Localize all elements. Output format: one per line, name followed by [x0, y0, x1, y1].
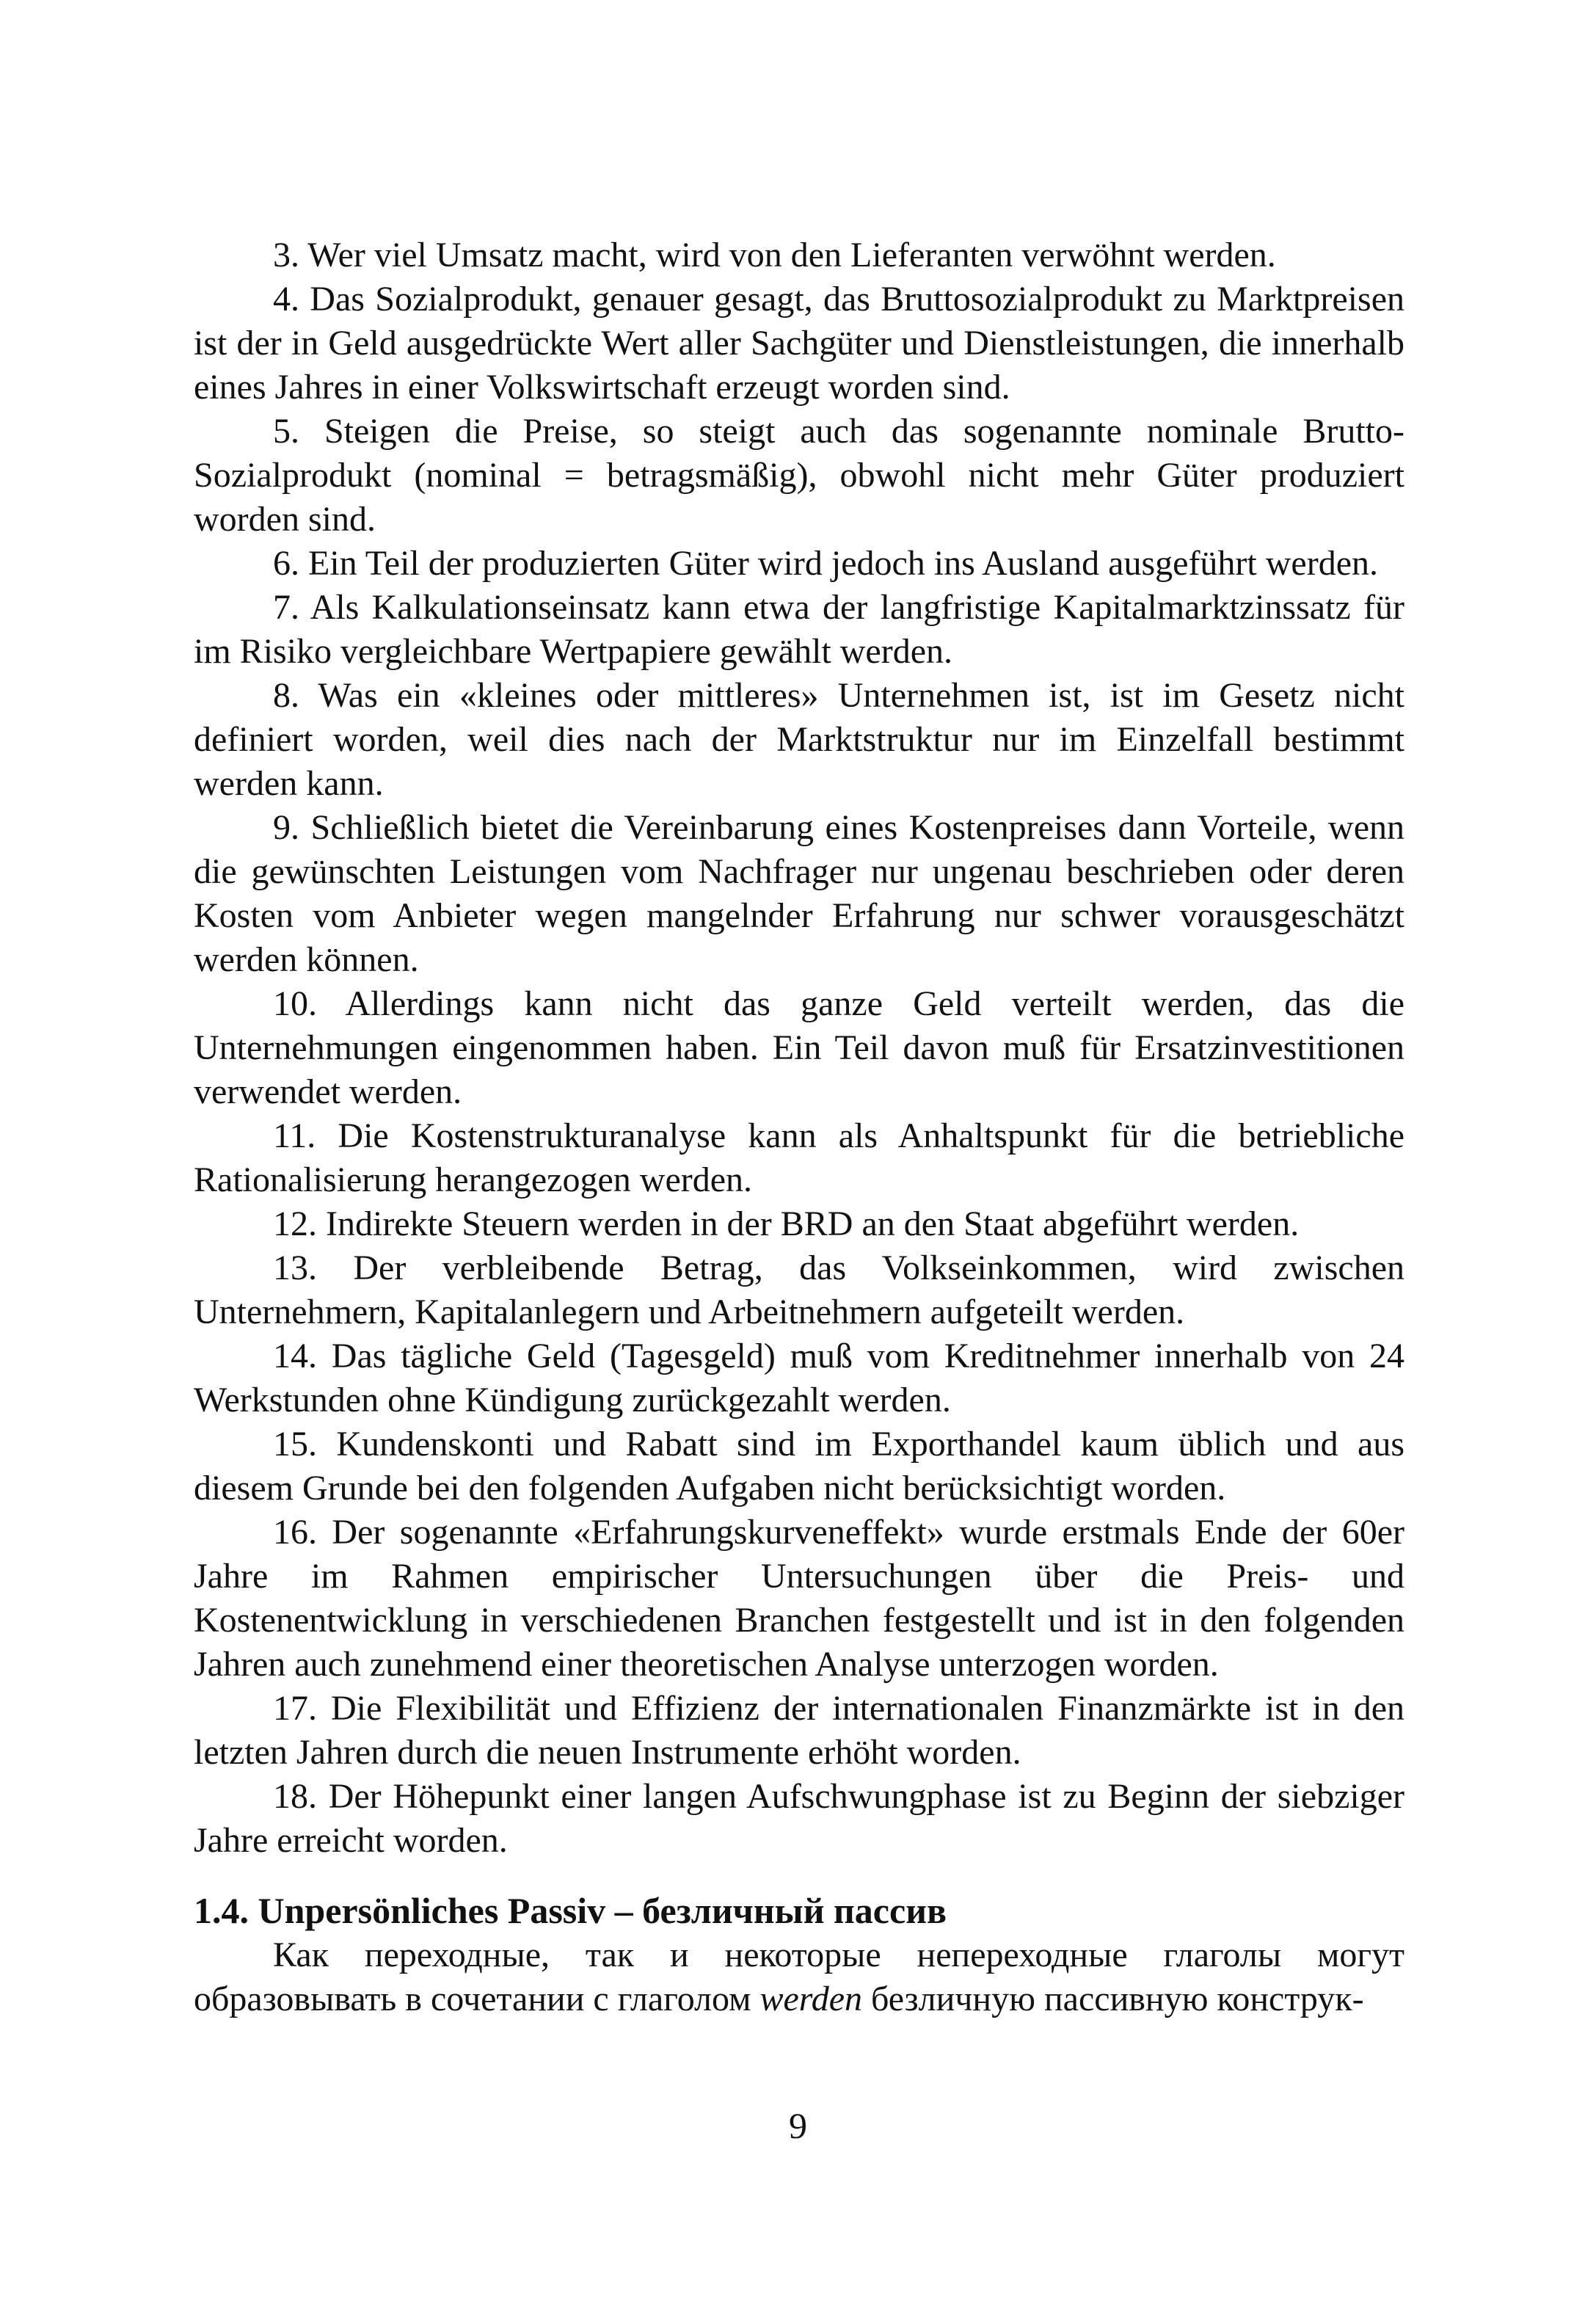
exercise-sentence: 8. Was ein «kleines oder mittleres» Unternehmen ist, ist im Gesetz nicht definiert worden, weil dies nach der Marktstruktur nur im Einzelfall bestimmt werden kann. — [194, 676, 1404, 803]
section-intro-paragraph — [194, 1933, 1404, 2021]
exercise-sentence: 5. Steigen die Preise, so steigt auch das sogenannte nominale Brutto-Sozialprodukt (nominal = betragsmäßig), obwohl nicht mehr Güter produziert worden sind. — [194, 412, 1404, 539]
exercise-sentence: 18. Der Höhepunkt einer langen Aufschwungphase ist zu Beginn der siebziger Jahre erreicht worden. — [194, 1777, 1404, 1860]
exercise-sentence: 7. Als Kalkulationseinsatz kann etwa der langfristige Kapitalmarktzinssatz für im Risiko vergleichbare Wertpapiere gewählt werden. — [194, 588, 1404, 671]
exercise-sentence: 14. Das tägliche Geld (Tagesgeld) muß vom Kreditnehmer innerhalb von 24 Werkstunden ohne Kündigung zurückgezahlt werden. — [194, 1337, 1404, 1419]
exercise-sentence: 11. Die Kostenstrukturanalyse kann als Anhaltspunkt für die betriebliche Rationalisierung herangezogen werden. — [194, 1116, 1404, 1199]
exercise-sentence: 6. Ein Teil der produzierten Güter wird jedoch ins Ausland ausgeführt werden. — [273, 544, 1378, 583]
page-number: 9 — [789, 2105, 807, 2146]
section-heading: 1.4. Unpersönliches Passiv – безличный пассив — [194, 1890, 947, 1931]
intro-italic-term: werden — [759, 1980, 862, 2018]
exercise-sentence: 9. Schließlich bietet die Vereinbarung eines Kostenpreises dann Vorteile, wenn die gewünschten Leistungen vom Nachfrager nur ungenau beschrieben oder deren Kosten vom Anbieter wegen mangelnder Erfahrung nur schwer vorausgeschätzt werden können. — [194, 808, 1404, 979]
exercise-sentence: 15. Kundenskonti und Rabatt sind im Exporthandel kaum üblich und aus diesem Grunde bei den folgenden Aufgaben nicht berücksichtigt worden. — [194, 1425, 1404, 1508]
exercise-sentence: 3. Wer viel Umsatz macht, wird von den Lieferanten verwöhnt werden. — [273, 236, 1276, 275]
document-page — [194, 233, 1404, 2021]
exercise-sentence-list — [194, 233, 1404, 1863]
exercise-sentence: 13. Der verbleibende Betrag, das Volkseinkommen, wird zwischen Unternehmern, Kapitalanlegern und Arbeitnehmern aufgeteilt werden. — [194, 1248, 1404, 1331]
exercise-sentence: 10. Allerdings kann nicht das ganze Geld verteilt werden, das die Unternehmungen eingenommen haben. Ein Teil davon muß für Ersatzinvestitionen verwendet werden. — [194, 984, 1404, 1111]
exercise-sentence: 17. Die Flexibilität und Effizienz der internationalen Finanzmärkte ist in den letzten Jahren durch die neuen Instrumente erhöht worden. — [194, 1689, 1404, 1772]
intro-text-start: Как переходные, так и некоторые непереходные глаголы могут образовывать в сочетании с глаголом — [194, 1935, 1404, 2018]
exercise-sentence: 4. Das Sozialprodukt, genauer gesagt, das Bruttosozialprodukt zu Marktpreisen ist der in Geld ausgedrückte Wert aller Sachgüter und Dienstleistungen, die innerhalb eines Jahres in einer Volkswirtschaft erzeugt worden sind. — [194, 280, 1404, 407]
intro-text-end: безличную пассивную конструк- — [862, 1980, 1364, 2018]
exercise-sentence: 16. Der sogenannte «Erfahrungskurveneffekt» wurde erstmals Ende der 60er Jahre im Rahmen empirischer Untersuchungen über die Preis- und Kostenentwicklung in verschiedenen Branchen festgestellt und ist in den folgenden Jahren auch zunehmend einer theoretischen Analyse unterzogen worden. — [194, 1513, 1404, 1684]
exercise-sentence: 12. Indirekte Steuern werden in der BRD an den Staat abgeführt werden. — [273, 1204, 1300, 1243]
